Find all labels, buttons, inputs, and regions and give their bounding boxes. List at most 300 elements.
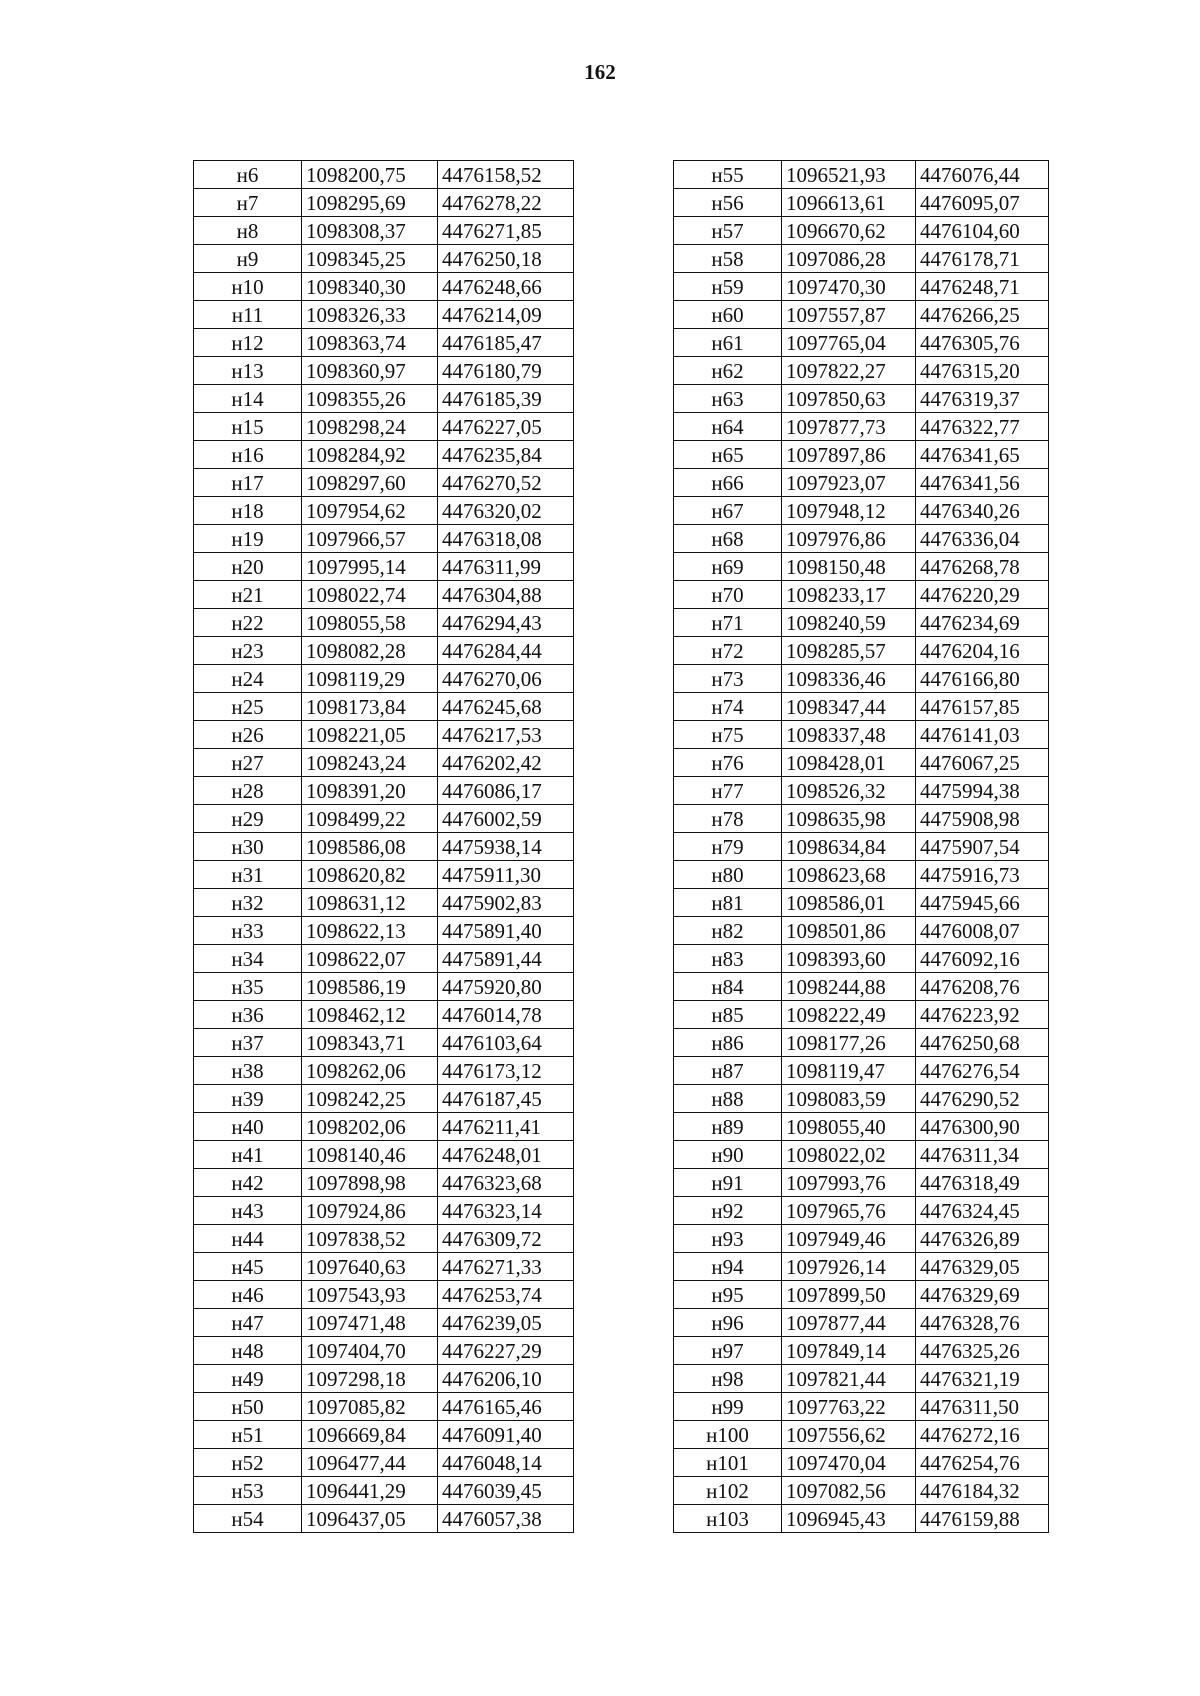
table-row [194,357,574,385]
table-row [674,273,1049,301]
y-coordinate-cell: 4475902,83 [438,889,574,917]
y-coordinate-cell: 4475907,54 [916,833,1049,861]
point-id-cell: н53 [194,1477,302,1505]
table-row [674,973,1049,1001]
y-coordinate-cell: 4475945,66 [916,889,1049,917]
x-coordinate-cell: 1097471,48 [302,1309,438,1337]
point-id-cell: н71 [674,609,782,637]
point-id-cell: н67 [674,497,782,525]
x-coordinate-cell: 1096477,44 [302,1449,438,1477]
table-row [674,161,1049,189]
x-coordinate-cell: 1097924,86 [302,1197,438,1225]
y-coordinate-cell: 4476250,18 [438,245,574,273]
y-coordinate-cell: 4476248,71 [916,273,1049,301]
y-coordinate-cell: 4476329,69 [916,1281,1049,1309]
y-coordinate-cell: 4476341,56 [916,469,1049,497]
table-row [674,357,1049,385]
point-id-cell: н78 [674,805,782,833]
y-coordinate-cell: 4476220,29 [916,581,1049,609]
x-coordinate-cell: 1098501,86 [782,917,916,945]
y-coordinate-cell: 4476325,26 [916,1337,1049,1365]
y-coordinate-cell: 4475916,73 [916,861,1049,889]
table-row [194,1225,574,1253]
x-coordinate-cell: 1097995,14 [302,553,438,581]
x-coordinate-cell: 1097877,73 [782,413,916,441]
point-id-cell: н38 [194,1057,302,1085]
y-coordinate-cell: 4476300,90 [916,1113,1049,1141]
x-coordinate-cell: 1097923,07 [782,469,916,497]
x-coordinate-cell: 1098119,47 [782,1057,916,1085]
table-row [674,917,1049,945]
x-coordinate-cell: 1098631,12 [302,889,438,917]
x-coordinate-cell: 1097993,76 [782,1169,916,1197]
x-coordinate-cell: 1097877,44 [782,1309,916,1337]
point-id-cell: н54 [194,1505,302,1533]
x-coordinate-cell: 1098082,28 [302,637,438,665]
table-row [674,609,1049,637]
y-coordinate-cell: 4476227,29 [438,1337,574,1365]
y-coordinate-cell: 4476217,53 [438,721,574,749]
x-coordinate-cell: 1098242,25 [302,1085,438,1113]
point-id-cell: н35 [194,973,302,1001]
x-coordinate-cell: 1098055,40 [782,1113,916,1141]
table-row [194,469,574,497]
table-row [194,1505,574,1533]
table-row [194,721,574,749]
table-row [674,1505,1049,1533]
x-coordinate-cell: 1097557,87 [782,301,916,329]
point-id-cell: н84 [674,973,782,1001]
y-coordinate-cell: 4475891,40 [438,917,574,945]
x-coordinate-cell: 1098620,82 [302,861,438,889]
point-id-cell: н90 [674,1141,782,1169]
x-coordinate-cell: 1098622,13 [302,917,438,945]
x-coordinate-cell: 1098635,98 [782,805,916,833]
table-row [674,189,1049,217]
x-coordinate-cell: 1097949,46 [782,1225,916,1253]
x-coordinate-cell: 1098586,19 [302,973,438,1001]
y-coordinate-cell: 4476321,19 [916,1365,1049,1393]
table-row [194,1449,574,1477]
x-coordinate-cell: 1098462,12 [302,1001,438,1029]
point-id-cell: н99 [674,1393,782,1421]
y-coordinate-cell: 4476270,52 [438,469,574,497]
y-coordinate-cell: 4476104,60 [916,217,1049,245]
point-id-cell: н46 [194,1281,302,1309]
x-coordinate-cell: 1098391,20 [302,777,438,805]
x-coordinate-cell: 1098240,59 [782,609,916,637]
y-coordinate-cell: 4476086,17 [438,777,574,805]
y-coordinate-cell: 4476057,38 [438,1505,574,1533]
x-coordinate-cell: 1098244,88 [782,973,916,1001]
point-id-cell: н55 [674,161,782,189]
point-id-cell: н21 [194,581,302,609]
x-coordinate-cell: 1098022,02 [782,1141,916,1169]
coordinates-table-right [673,160,1049,1533]
y-coordinate-cell: 4476326,89 [916,1225,1049,1253]
y-coordinate-cell: 4476184,32 [916,1477,1049,1505]
y-coordinate-cell: 4476204,16 [916,637,1049,665]
point-id-cell: н52 [194,1449,302,1477]
y-coordinate-cell: 4476048,14 [438,1449,574,1477]
point-id-cell: н10 [194,273,302,301]
y-coordinate-cell: 4476311,50 [916,1393,1049,1421]
y-coordinate-cell: 4476187,45 [438,1085,574,1113]
point-id-cell: н91 [674,1169,782,1197]
x-coordinate-cell: 1097404,70 [302,1337,438,1365]
point-id-cell: н62 [674,357,782,385]
point-id-cell: н97 [674,1337,782,1365]
x-coordinate-cell: 1098336,46 [782,665,916,693]
x-coordinate-cell: 1098150,48 [782,553,916,581]
point-id-cell: н17 [194,469,302,497]
y-coordinate-cell: 4476227,05 [438,413,574,441]
table-row [674,637,1049,665]
x-coordinate-cell: 1098243,24 [302,749,438,777]
x-coordinate-cell: 1096669,84 [302,1421,438,1449]
y-coordinate-cell: 4476185,47 [438,329,574,357]
point-id-cell: н70 [674,581,782,609]
table-row [674,1029,1049,1057]
y-coordinate-cell: 4476002,59 [438,805,574,833]
x-coordinate-cell: 1098200,75 [302,161,438,189]
point-id-cell: н22 [194,609,302,637]
y-coordinate-cell: 4476014,78 [438,1001,574,1029]
table-row [674,1309,1049,1337]
point-id-cell: н86 [674,1029,782,1057]
point-id-cell: н26 [194,721,302,749]
table-row [194,637,574,665]
x-coordinate-cell: 1096613,61 [782,189,916,217]
x-coordinate-cell: 1097640,63 [302,1253,438,1281]
table-row [674,1113,1049,1141]
table-row [194,693,574,721]
point-id-cell: н96 [674,1309,782,1337]
y-coordinate-cell: 4476323,14 [438,1197,574,1225]
x-coordinate-cell: 1098055,58 [302,609,438,637]
table-row [674,497,1049,525]
x-coordinate-cell: 1097556,62 [782,1421,916,1449]
x-coordinate-cell: 1097298,18 [302,1365,438,1393]
y-coordinate-cell: 4476223,92 [916,1001,1049,1029]
x-coordinate-cell: 1096437,05 [302,1505,438,1533]
y-coordinate-cell: 4476311,34 [916,1141,1049,1169]
table-row [194,917,574,945]
x-coordinate-cell: 1098526,32 [782,777,916,805]
point-id-cell: н103 [674,1505,782,1533]
x-coordinate-cell: 1098297,60 [302,469,438,497]
x-coordinate-cell: 1098173,84 [302,693,438,721]
point-id-cell: н100 [674,1421,782,1449]
point-id-cell: н87 [674,1057,782,1085]
x-coordinate-cell: 1097085,82 [302,1393,438,1421]
point-id-cell: н102 [674,1477,782,1505]
x-coordinate-cell: 1097965,76 [782,1197,916,1225]
y-coordinate-cell: 4476039,45 [438,1477,574,1505]
table-row [194,749,574,777]
table-row [674,441,1049,469]
y-coordinate-cell: 4476165,46 [438,1393,574,1421]
table-row [194,1141,574,1169]
table-row [674,581,1049,609]
point-id-cell: н94 [674,1253,782,1281]
x-coordinate-cell: 1098428,01 [782,749,916,777]
point-id-cell: н6 [194,161,302,189]
table-row [194,217,574,245]
table-row [674,469,1049,497]
x-coordinate-cell: 1097470,30 [782,273,916,301]
table-row [674,217,1049,245]
y-coordinate-cell: 4476270,06 [438,665,574,693]
coordinates-table-left [193,160,574,1533]
table-row [194,805,574,833]
point-id-cell: н80 [674,861,782,889]
table-row [674,721,1049,749]
table-row [674,245,1049,273]
table-row [194,609,574,637]
x-coordinate-cell: 1098140,46 [302,1141,438,1169]
x-coordinate-cell: 1098363,74 [302,329,438,357]
x-coordinate-cell: 1097850,63 [782,385,916,413]
table-row [194,301,574,329]
y-coordinate-cell: 4476248,66 [438,273,574,301]
x-coordinate-cell: 1097948,12 [782,497,916,525]
x-coordinate-cell: 1098177,26 [782,1029,916,1057]
y-coordinate-cell: 4475938,14 [438,833,574,861]
y-coordinate-cell: 4476271,33 [438,1253,574,1281]
x-coordinate-cell: 1098360,97 [302,357,438,385]
point-id-cell: н39 [194,1085,302,1113]
point-id-cell: н16 [194,441,302,469]
table-row [674,749,1049,777]
point-id-cell: н44 [194,1225,302,1253]
y-coordinate-cell: 4476008,07 [916,917,1049,945]
table-row [674,665,1049,693]
table-row [194,1001,574,1029]
x-coordinate-cell: 1098298,24 [302,413,438,441]
y-coordinate-cell: 4476309,72 [438,1225,574,1253]
x-coordinate-cell: 1098222,49 [782,1001,916,1029]
y-coordinate-cell: 4476202,42 [438,749,574,777]
point-id-cell: н61 [674,329,782,357]
y-coordinate-cell: 4476091,40 [438,1421,574,1449]
point-id-cell: н12 [194,329,302,357]
point-id-cell: н83 [674,945,782,973]
table-row [674,1365,1049,1393]
point-id-cell: н65 [674,441,782,469]
x-coordinate-cell: 1097899,50 [782,1281,916,1309]
y-coordinate-cell: 4476324,45 [916,1197,1049,1225]
table-row [194,385,574,413]
y-coordinate-cell: 4476248,01 [438,1141,574,1169]
table-row [194,1309,574,1337]
y-coordinate-cell: 4476341,65 [916,441,1049,469]
y-coordinate-cell: 4476315,20 [916,357,1049,385]
x-coordinate-cell: 1096521,93 [782,161,916,189]
x-coordinate-cell: 1098119,29 [302,665,438,693]
table-row [674,301,1049,329]
x-coordinate-cell: 1098295,69 [302,189,438,217]
table-row [674,861,1049,889]
x-coordinate-cell: 1097821,44 [782,1365,916,1393]
y-coordinate-cell: 4476305,76 [916,329,1049,357]
y-coordinate-cell: 4476157,85 [916,693,1049,721]
point-id-cell: н69 [674,553,782,581]
point-id-cell: н36 [194,1001,302,1029]
y-coordinate-cell: 4476214,09 [438,301,574,329]
table-row [194,833,574,861]
table-row [674,1393,1049,1421]
point-id-cell: н77 [674,777,782,805]
table-row [194,1393,574,1421]
x-coordinate-cell: 1098586,01 [782,889,916,917]
table-row [194,1253,574,1281]
x-coordinate-cell: 1098393,60 [782,945,916,973]
y-coordinate-cell: 4476250,68 [916,1029,1049,1057]
table-row [194,1197,574,1225]
x-coordinate-cell: 1098343,71 [302,1029,438,1057]
table-row [674,1169,1049,1197]
point-id-cell: н95 [674,1281,782,1309]
point-id-cell: н8 [194,217,302,245]
point-id-cell: н89 [674,1113,782,1141]
point-id-cell: н85 [674,1001,782,1029]
point-id-cell: н98 [674,1365,782,1393]
table-row [674,1085,1049,1113]
y-coordinate-cell: 4476141,03 [916,721,1049,749]
table-row [674,1197,1049,1225]
point-id-cell: н72 [674,637,782,665]
table-row [674,1477,1049,1505]
table-row [194,525,574,553]
point-id-cell: н29 [194,805,302,833]
x-coordinate-cell: 1098326,33 [302,301,438,329]
table-row [674,693,1049,721]
x-coordinate-cell: 1097822,27 [782,357,916,385]
y-coordinate-cell: 4476322,77 [916,413,1049,441]
point-id-cell: н31 [194,861,302,889]
y-coordinate-cell: 4476206,10 [438,1365,574,1393]
point-id-cell: н41 [194,1141,302,1169]
y-coordinate-cell: 4476095,07 [916,189,1049,217]
point-id-cell: н28 [194,777,302,805]
x-coordinate-cell: 1098347,44 [782,693,916,721]
table-row [674,525,1049,553]
point-id-cell: н79 [674,833,782,861]
point-id-cell: н18 [194,497,302,525]
y-coordinate-cell: 4475908,98 [916,805,1049,833]
y-coordinate-cell: 4475994,38 [916,777,1049,805]
table-row [674,1141,1049,1169]
table-row [194,973,574,1001]
point-id-cell: н27 [194,749,302,777]
point-id-cell: н76 [674,749,782,777]
point-id-cell: н63 [674,385,782,413]
y-coordinate-cell: 4476266,25 [916,301,1049,329]
y-coordinate-cell: 4476323,68 [438,1169,574,1197]
point-id-cell: н66 [674,469,782,497]
x-coordinate-cell: 1098634,84 [782,833,916,861]
x-coordinate-cell: 1098262,06 [302,1057,438,1085]
y-coordinate-cell: 4476103,64 [438,1029,574,1057]
table-row [194,1477,574,1505]
x-coordinate-cell: 1098221,05 [302,721,438,749]
point-id-cell: н24 [194,665,302,693]
table-row [194,1169,574,1197]
point-id-cell: н51 [194,1421,302,1449]
point-id-cell: н49 [194,1365,302,1393]
table-row [674,1421,1049,1449]
point-id-cell: н40 [194,1113,302,1141]
y-coordinate-cell: 4476278,22 [438,189,574,217]
page-number: 162 [584,60,616,84]
x-coordinate-cell: 1098340,30 [302,273,438,301]
y-coordinate-cell: 4476180,79 [438,357,574,385]
table-row [194,1085,574,1113]
y-coordinate-cell: 4476159,88 [916,1505,1049,1533]
y-coordinate-cell: 4476340,26 [916,497,1049,525]
x-coordinate-cell: 1097926,14 [782,1253,916,1281]
table-row [194,1029,574,1057]
table-row [674,1253,1049,1281]
y-coordinate-cell: 4476234,69 [916,609,1049,637]
table-row [674,805,1049,833]
table-row [194,861,574,889]
x-coordinate-cell: 1097897,86 [782,441,916,469]
y-coordinate-cell: 4476304,88 [438,581,574,609]
y-coordinate-cell: 4476276,54 [916,1057,1049,1085]
y-coordinate-cell: 4476329,05 [916,1253,1049,1281]
point-id-cell: н75 [674,721,782,749]
x-coordinate-cell: 1097898,98 [302,1169,438,1197]
point-id-cell: н47 [194,1309,302,1337]
table-row [674,1281,1049,1309]
point-id-cell: н48 [194,1337,302,1365]
table-row [674,1225,1049,1253]
y-coordinate-cell: 4476319,37 [916,385,1049,413]
point-id-cell: н74 [674,693,782,721]
point-id-cell: н50 [194,1393,302,1421]
y-coordinate-cell: 4475891,44 [438,945,574,973]
point-id-cell: н42 [194,1169,302,1197]
table-row [674,945,1049,973]
y-coordinate-cell: 4476208,76 [916,973,1049,1001]
y-coordinate-cell: 4476284,44 [438,637,574,665]
point-id-cell: н56 [674,189,782,217]
table-row [674,833,1049,861]
x-coordinate-cell: 1098586,08 [302,833,438,861]
point-id-cell: н57 [674,217,782,245]
y-coordinate-cell: 4476239,05 [438,1309,574,1337]
x-coordinate-cell: 1098623,68 [782,861,916,889]
table-row [674,553,1049,581]
y-coordinate-cell: 4476290,52 [916,1085,1049,1113]
y-coordinate-cell: 4476076,44 [916,161,1049,189]
point-id-cell: н101 [674,1449,782,1477]
table-row [674,777,1049,805]
x-coordinate-cell: 1098202,06 [302,1113,438,1141]
y-coordinate-cell: 4476318,08 [438,525,574,553]
table-row [194,777,574,805]
y-coordinate-cell: 4476336,04 [916,525,1049,553]
point-id-cell: н20 [194,553,302,581]
point-id-cell: н34 [194,945,302,973]
x-coordinate-cell: 1097763,22 [782,1393,916,1421]
y-coordinate-cell: 4476311,99 [438,553,574,581]
y-coordinate-cell: 4476294,43 [438,609,574,637]
x-coordinate-cell: 1098083,59 [782,1085,916,1113]
table-row [674,413,1049,441]
